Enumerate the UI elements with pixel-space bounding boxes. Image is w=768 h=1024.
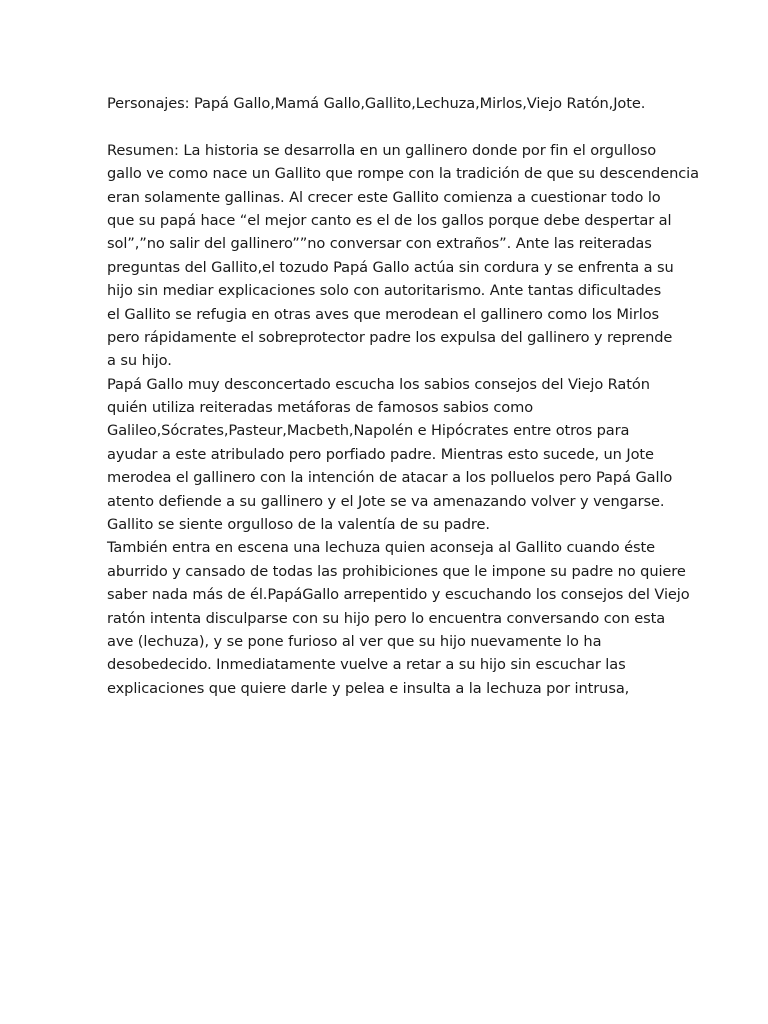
- summary-line: Galileo,Sócrates,Pasteur,Macbeth,Napolén e Hipócrates entre otros para: [107, 422, 630, 440]
- summary-line: sol”,”no salir del gallinero””no conversar con extraños”. Ante las reiteradas: [107, 235, 652, 253]
- summary-line: explicaciones que quiere darle y pelea e insulta a la lechuza por intrusa,: [107, 679, 630, 697]
- summary-line: hijo sin mediar explicaciones solo con autoritarismo. Ante tantas dificultades: [107, 282, 662, 300]
- summary-line: merodea el gallinero con la intención de atacar a los polluelos pero Papá Gallo: [107, 469, 673, 487]
- summary-line: Gallito se siente orgulloso de la valentía de su padre.: [107, 516, 490, 534]
- summary-line: eran solamente gallinas. Al crecer este Gallito comienza a cuestionar todo lo: [107, 188, 661, 206]
- summary-line: Resumen: La historia se desarrolla en un gallinero donde por fin el orgulloso: [107, 141, 657, 159]
- summary-line: También entra en escena una lechuza quien aconseja al Gallito cuando éste: [107, 539, 655, 557]
- summary-line: ayudar a este atribulado pero porfiado padre. Mientras esto sucede, un Jote: [107, 445, 654, 463]
- summary-line: aburrido y cansado de todas las prohibiciones que le impone su padre no quiere: [107, 562, 686, 580]
- summary-line: saber nada más de él.PapáGallo arrepentido y escuchando los consejos del Viejo: [107, 586, 690, 604]
- summary-line: el Gallito se refugia en otras aves que merodean el gallinero como los Mirlos: [107, 305, 660, 323]
- summary-line: quién utiliza reiteradas metáforas de famosos sabios como: [107, 399, 534, 417]
- document-text: [107, 92, 707, 700]
- summary-text: [107, 139, 707, 700]
- paragraph-gap: [107, 115, 707, 138]
- summary-line: que su papá hace “el mejor canto es el de los gallos porque debe despertar al: [107, 211, 672, 229]
- summary-line: ave (lechuza), y se pone furioso al ver que su hijo nuevamente lo ha: [107, 632, 602, 650]
- summary-line: preguntas del Gallito,el tozudo Papá Gallo actúa sin cordura y se enfrenta a su: [107, 258, 674, 276]
- summary-line: pero rápidamente el sobreprotector padre los expulsa del gallinero y reprende: [107, 328, 673, 346]
- summary-line: ratón intenta disculparse con su hijo pero lo encuentra conversando con esta: [107, 609, 666, 627]
- characters-line: Personajes: Papá Gallo,Mamá Gallo,Gallito,Lechuza,Mirlos,Viejo Ratón,Jote.: [107, 95, 646, 112]
- summary-line: Papá Gallo muy desconcertado escucha los sabios consejos del Viejo Ratón: [107, 375, 650, 393]
- summary-line: desobedecido. Inmediatamente vuelve a retar a su hijo sin escuchar las: [107, 656, 626, 674]
- summary-line: a su hijo.: [107, 352, 172, 370]
- summary-line: gallo ve como nace un Gallito que rompe con la tradición de que su descendencia: [107, 165, 699, 183]
- summary-line: atento defiende a su gallinero y el Jote se va amenazando volver y vengarse.: [107, 492, 665, 510]
